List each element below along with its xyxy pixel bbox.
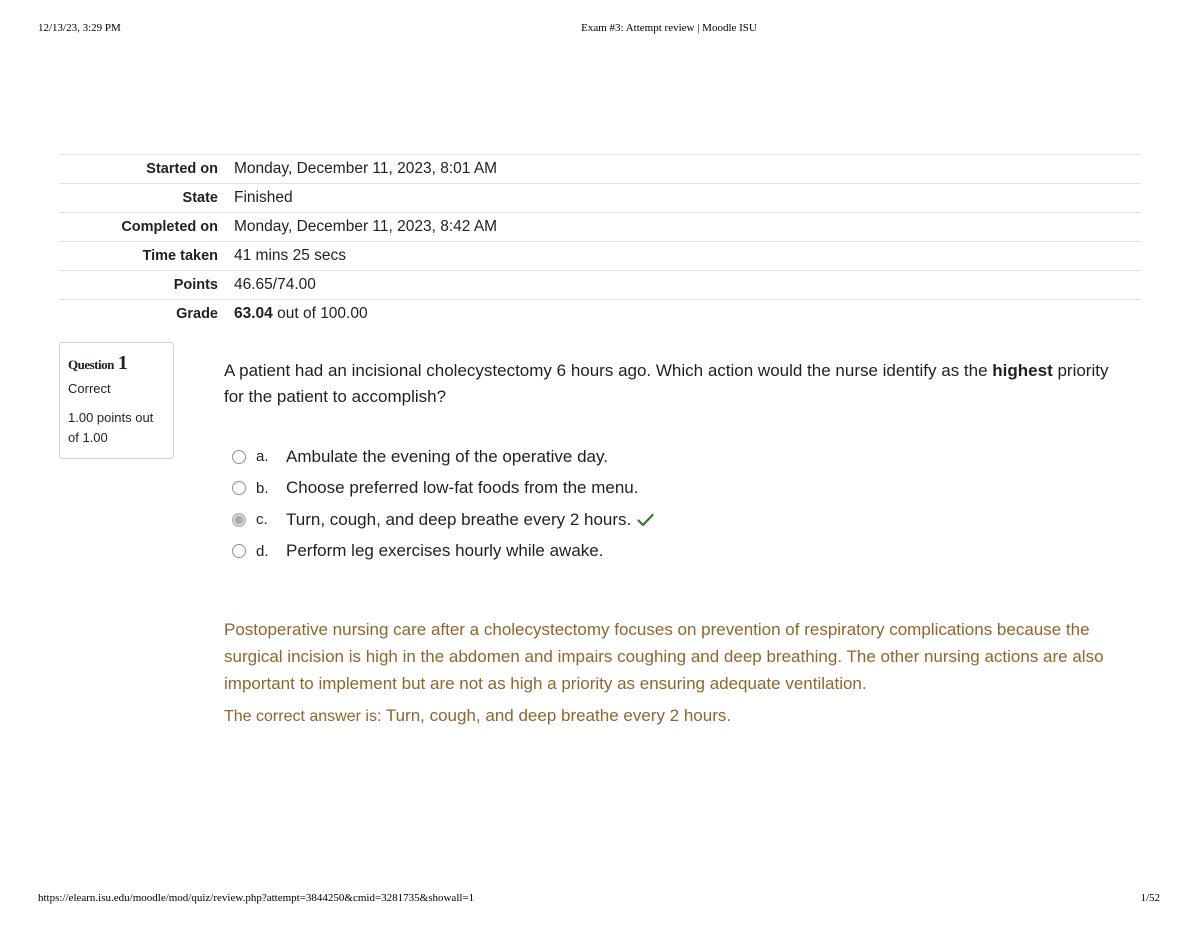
summary-label: State	[182, 190, 218, 206]
summary-row-grade	[59, 300, 1141, 329]
answer-text: Choose preferred low-fat foods from the menu.	[286, 478, 639, 498]
grade-value: 63.04	[234, 305, 273, 322]
question-text-part: priority for the patient to accomplish?	[224, 361, 1109, 406]
radio-button[interactable]	[232, 450, 246, 464]
answer-text: Turn, cough, and deep breathe every 2 hours.	[286, 509, 632, 529]
question-info-box	[59, 342, 174, 459]
summary-value: Finished	[234, 189, 293, 206]
question-num: 1	[117, 352, 128, 374]
grade-out-of: out of 100.00	[272, 305, 368, 322]
answer-option-d[interactable]	[232, 536, 654, 568]
summary-label: Points	[173, 277, 218, 293]
general-feedback: Postoperative nursing care after a cholecystectomy focuses on prevention of respiratory complications because the surgical incision is high in the abdomen and impairs coughing and deep breathing. The other nursing actions are also important to implement but are not as high a priority as ensuring adequate ventilation.	[224, 620, 1104, 693]
correct-check-icon	[637, 513, 654, 527]
radio-dot	[235, 516, 243, 524]
summary-label: Time taken	[142, 248, 218, 264]
print-page-number: 1/52	[1140, 892, 1160, 904]
answer-option-c[interactable]	[232, 504, 654, 536]
summary-row-started	[59, 155, 1141, 184]
question-state: Correct	[68, 381, 111, 396]
answer-letter: c.	[256, 511, 268, 529]
right-answer	[224, 706, 731, 726]
attempt-summary-table	[59, 154, 1141, 328]
answer-letter: d.	[256, 542, 269, 560]
summary-value: Monday, December 11, 2023, 8:01 AM	[234, 160, 498, 177]
question-text-part: A patient had an incisional cholecystectomy 6 hours ago. Which action would the nurse identify as the	[224, 361, 993, 380]
answer-letter: b.	[256, 479, 269, 497]
summary-value: 41 mins 25 secs	[234, 247, 346, 264]
summary-value	[234, 300, 1141, 329]
print-page-title: Exam #3: Attempt review | Moodle ISU	[581, 22, 757, 34]
answer-letter: a.	[256, 448, 269, 466]
answer-text: Perform leg exercises hourly while awake.	[286, 541, 604, 561]
summary-label: Completed on	[121, 219, 218, 235]
question-number	[68, 352, 165, 375]
radio-button[interactable]	[232, 544, 246, 558]
answer-option-b[interactable]	[232, 473, 654, 505]
summary-row-points	[59, 271, 1141, 300]
answer-options	[232, 441, 654, 567]
summary-value: Monday, December 11, 2023, 8:42 AM	[234, 218, 498, 235]
summary-label: Started on	[146, 161, 218, 177]
right-answer-text: Turn, cough, and deep breathe every 2 hours.	[385, 706, 732, 725]
radio-button[interactable]	[232, 481, 246, 495]
summary-row-time-taken	[59, 242, 1141, 271]
answer-option-a[interactable]	[232, 441, 654, 473]
radio-button-selected[interactable]	[232, 513, 246, 527]
summary-value: 46.65/74.00	[234, 276, 316, 293]
question-text	[224, 358, 1124, 410]
summary-row-state	[59, 184, 1141, 213]
question-text-emphasis: highest	[992, 361, 1053, 380]
print-url: https://elearn.isu.edu/moodle/mod/quiz/review.php?attempt=3844250&cmid=3281735&showall=1	[38, 892, 475, 904]
question-grade: 1.00 points out of 1.00	[68, 410, 154, 445]
right-answer-label: The correct answer is:	[224, 708, 386, 725]
summary-label: Grade	[176, 306, 218, 322]
question-word: Question	[68, 357, 114, 372]
summary-row-completed	[59, 213, 1141, 242]
answer-text: Ambulate the evening of the operative day.	[286, 446, 608, 466]
print-datetime: 12/13/23, 3:29 PM	[38, 22, 121, 34]
